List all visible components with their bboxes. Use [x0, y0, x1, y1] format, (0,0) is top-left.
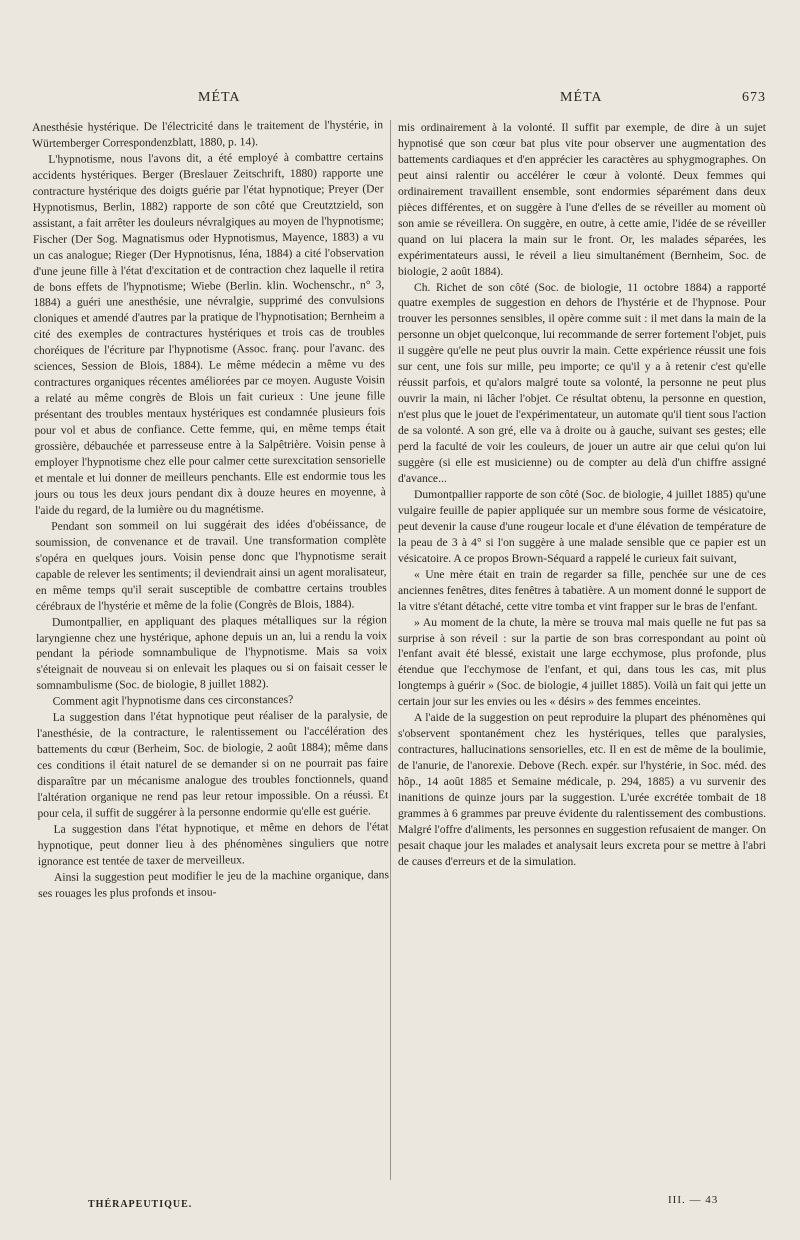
- footer-section-title: THÉRAPEUTIQUE.: [88, 1199, 193, 1210]
- left-running-head: MÉTA: [198, 90, 241, 105]
- paragraph: mis ordinairement à la volonté. Il suffit par exemple, de dire à un sujet hypnotisé que son cœur bat plus vite pour observer une augmentation des battements cardiaques et d'en apprécier les caractères au sphygmographes. On peut ainsi ralentir ou accélérer le cœur à volonté. Deux femmes qui ordinairement travaillent ensemble, sont endormies séparément dans deux pièces différentes, et on suggère à l'une d'elles de se réveiller au moment où son amie se réveillera. On suggère, en outre, à cette amie, l'idée de se réveiller quand on lui placera la main sur le front. Or, les malades séparées, les expérimentateurs aussi, le réveil a lieu simultanément (Bernheim, Soc. de biologie, 2 août 1884).: [398, 121, 766, 278]
- right-running-head: MÉTA: [560, 90, 603, 105]
- paragraph: Ainsi la suggestion peut modifier le jeu de la machine organique, dans ses rouages les plus profonds et insou-: [38, 868, 389, 900]
- paragraph: Anesthésie hystérique. De l'électricité dans le traitement de l'hystérie, in Würtemberger Correspondenzblatt, 1880, p. 14).: [32, 118, 384, 150]
- paragraph: « Une mère était en train de regarder sa fille, penchée sur une de ces anciennes fenêtres, dites fenêtres à tabatière. A un moment donné le support de la vitre s'étant détaché, cette vitre tomba et vint frapper sur le bras de l'enfant.: [398, 567, 766, 613]
- left-column: [32, 117, 389, 901]
- paragraph: A l'aide de la suggestion on peut reproduire la plupart des phénomènes qui s'observent spontanément chez les hystériques, telles que paralysies, contractures, hallucinations sensorielles, etc. Il en est de même de la boulimie, de l'anurie, de l'anorexie. Debove (Rech. expér. sur l'hystérie, in Soc. méd. des hôp., 14 août 1885 et Semaine médicale, p. 294, 1885) a vu survenir des inanitions de quinze jours par la suggestion. L'urée excrétée tombait de 18 grammes à 6 grammes par preuve évidente du ralentissement des combustions. Malgré l'offre d'aliments, les personnes en suggestion refusaient de manger. On pesait chaque jour les malades et analysait leurs excreta pour se mettre à l'abri de causes d'erreurs et de la simulation.: [398, 711, 766, 868]
- footer-signature: III. — 43: [668, 1194, 719, 1206]
- column-divider: [390, 120, 391, 1180]
- paragraph: Dumontpallier, en appliquant des plaques métalliques sur la région laryngienne chez une hystérique, aphone depuis un an, lui a rendu la voix pendant la période somnambulique de l'hypnotisme. Mais sa voix s'éteignait de nouveau si on enlevait les plaques ou si on faisait cesser le somnambulisme (Soc. de biologie, 8 juillet 1882).: [36, 612, 388, 693]
- paragraph: L'hypnotisme, nous l'avons dit, a été employé à combattre certains accidents hystériques. Berger (Breslauer Zeitschrift, 1880) rapporte une contracture hystérique des doigts guérie par l'état hypnotique; Preyer (Der Hypnotismus, Berlin, 1882) rapporte de son côté que Creutztzield, son assistant, a fait arrêter les douleurs névralgiques au moyen de l'hypnotisme; Fischer (Der Sog. Magnatismus oder Hypnotismus, Mayence, 1883) a vu un cas analogue; Rieger (Der Hypnotisnus, Iéna, 1884) a cité l'observation d'une jeune fille à l'état d'excitation et de contraction chez laquelle il retira de bons effets de l'hypnotisme; Wiebe (Berlin. klin. Wochenschr., n° 3, 1884) a guéri une anesthésie, une névralgie, supprimé des convulsions cloniques et amendé d'autres par la pratique de l'hypnotisation; Bernheim a cité des exemples de contractures hystériques et trois cas de troubles choréiques de l'écriture par l'hypnotisme (Assoc. franç. pour l'avanc. des sciences, Session de Blois, 1884). Le même médecin a même vu des contractures organiques récentes améliorées par ce moyen. Auguste Voisin a relaté au même congrès de Blois un fait curieux : Une jeune fille présentant des troubles mentaux hystériques est condamnée plusieurs fois pour vol et abus de confiance. Cette femme, qui, en même temps était grossière, débauchée et parresseuse entre à la Salpêtrière. Voisin pense à employer l'hypnotisme chez elle pour calmer cette surexcitation sensorielle et mentale et lui donner de meilleurs penchants. Elle est endormie tous les jours ou tous les deux jours pendant dix à douze heures en moyenne, à l'aide du regard, de la lumière ou du magnétisme.: [32, 150, 386, 517]
- paragraph: La suggestion dans l'état hypnotique peut réaliser de la paralysie, de l'anesthésie, de la contracture, le ralentissement ou l'accélération des battements du cœur (Berheim, Soc. de biologie, 2 août 1884); même dans ces conditions il était naturel de se demander si on ne pourrait pas faire disparaître par un mécanisme analogue des troubles fonctionnels, quand l'altération organique ne rend pas leur retour impossible. On a réussi. Et pour cela, il suffit de suggérer à la personne endormie qu'elle est guérie.: [36, 708, 389, 820]
- paragraph: Dumontpallier rapporte de son côté (Soc. de biologie, 4 juillet 1885) qu'une vulgaire feuille de papier appliquée sur un membre sous forme de vésicatoire, peut devenir la cause d'une rougeur locale et d'une élévation de température de la peau de 3 à 4° si l'on suggère à une malade sensible que ce papier est un vésicatoire. A ce propos Brown-Séquard a rappelé le curieux fait suivant,: [398, 487, 766, 565]
- paragraph: Comment agit l'hypnotisme dans ces circonstances?: [52, 693, 294, 709]
- paragraph: Pendant son sommeil on lui suggérait des idées d'obéissance, de soumission, de convenance et de travail. Une transformation complète s'opéra en quelques jours. Voisin pense donc que l'hypnotisme serait capable de relever les sentiments; il deviendrait ainsi un agent moralisateur, en même temps qu'il serait susceptible de combattre certains troubles cérébraux de l'hystérie et même de la folie (Congrès de Blois, 1884).: [35, 517, 387, 613]
- paragraph: Ch. Richet de son côté (Soc. de biologie, 11 octobre 1884) a rapporté quatre exemples de suggestion en dehors de l'hystérie et de l'hypnose. Pour trouver les personnes sensibles, il opère comme suit : il met dans la main de la personne un objet quelconque, lui recommande de serrer fortement l'objet, puis il suggère qu'elle ne peut plus ouvrir la main. Cette expérience réussit une fois sur cent, une fois sur mille, peu importe; ce qu'il y a à retenir c'est qu'elle réussit parfois, et qu'alors malgré toute sa volonté, la personne ne peut plus ouvrir la main, ni lâcher l'objet. Ce résultat obtenu, la personne en question, n'est plus que le jouet de l'expérimentateur, un automate qu'il tient sous l'action de sa volonté. A son gré, elle va à droite ou à gauche, suivant ses gestes; elle perd la faculté de voir les couleurs, de jouer un autre air que celui qu'on lui suggère (si elle est musicienne) ou de compter au delà d'un chiffre assigné d'avance...: [398, 280, 766, 485]
- paragraph: » Au moment de la chute, la mère se trouva mal mais quelle ne fut pas sa surprise à son réveil : sur la partie de son bras correspondant au point où l'enfant avait été blessé, existait une large ecchymose, plus profonde, plus étendue que l'ecchymose de l'enfant, et qui, dans tous les cas, mit plus longtemps à guérir » (Soc. de biologie, 4 juillet 1885). Voilà un fait qui jette un certain jour sur les envies ou les « désirs » des femmes enceintes.: [398, 615, 766, 709]
- page-number: 673: [742, 90, 766, 105]
- paragraph: La suggestion dans l'état hypnotique, et même en dehors de l'état hypnotique, peut donner lieu à des phénomènes singuliers que notre ignorance est tentée de taxer de merveilleux.: [37, 820, 389, 868]
- right-column: [398, 120, 766, 870]
